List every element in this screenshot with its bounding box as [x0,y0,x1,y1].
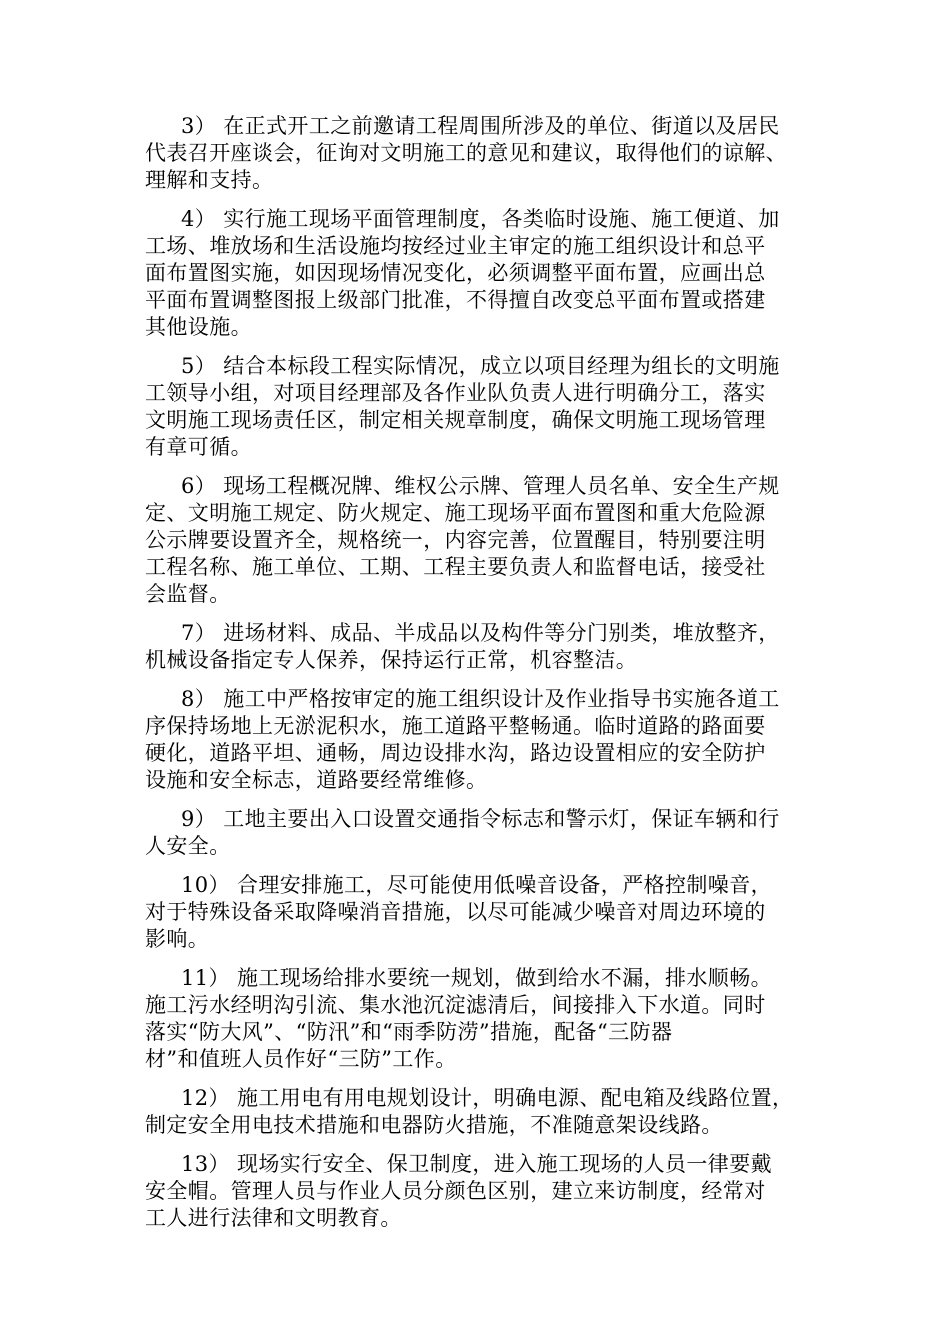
paragraph-line: 平面布置调整图报上级部门批准，不得擅自改变总平面布置或搭建 [145,288,766,312]
paragraph-line: 会监督。 [145,582,231,606]
paragraph-line: 工程名称、施工单位、工期、工程主要负责人和监督电话，接受社 [145,555,766,579]
paragraph-line: 代表召开座谈会，征询对文明施工的意见和建议，取得他们的谅解、 [145,141,787,165]
paragraph-line: 对于特殊设备采取降噪消音措施，以尽可能减少噪音对周边环境的 [145,900,766,924]
document-body [145,113,810,1244]
paragraph-line: 文明施工现场责任区，制定相关规章制度，确保文明施工现场管理 [145,408,766,432]
paragraph-line: 面布置图实施，如因现场情况变化，必须调整平面布置，应画出总 [145,261,766,285]
paragraph-line: 7） 进场材料、成品、半成品以及构件等分门别类，堆放整齐， [181,621,780,645]
paragraph-line: 3） 在正式开工之前邀请工程周围所涉及的单位、街道以及居民 [181,114,780,138]
paragraph-11 [145,965,810,1073]
paragraph-line: 公示牌要设置齐全，规格统一，内容完善，位置醒目，特别要注明 [145,528,766,552]
paragraph-line: 12） 施工用电有用电规划设计，明确电源、配电箱及线路位置， [181,1086,794,1110]
paragraph-line: 设施和安全标志，道路要经常维修。 [145,768,488,792]
paragraph-4 [145,206,810,341]
paragraph-7 [145,620,810,674]
paragraph-line: 机械设备指定专人保养，保持运行正常，机容整洁。 [145,648,638,672]
paragraph-line: 4） 实行施工现场平面管理制度，各类临时设施、施工便道、加 [181,207,780,231]
paragraph-line: 5） 结合本标段工程实际情况，成立以项目经理为组长的文明施 [181,354,780,378]
paragraph-line: 施工污水经明沟引流、集水池沉淀滤清后，间接排入下水道。同时 [145,993,766,1017]
paragraph-10 [145,872,810,953]
paragraph-line: 有章可循。 [145,435,252,459]
paragraph-line: 工场、堆放场和生活设施均按经过业主审定的施工组织设计和总平 [145,234,766,258]
paragraph-line: 影响。 [145,927,210,951]
paragraph-line: 人安全。 [145,834,231,858]
paragraph-9 [145,806,810,860]
paragraph-line: 9） 工地主要出入口设置交通指令标志和警示灯，保证车辆和行 [181,807,780,831]
paragraph-line: 材”和值班人员作好“三防”工作。 [145,1047,457,1071]
paragraph-line: 其他设施。 [145,315,252,339]
paragraph-3 [145,113,810,194]
paragraph-line: 工领导小组，对项目经理部及各作业队负责人进行明确分工，落实 [145,381,766,405]
paragraph-line: 定、文明施工规定、防火规定、施工现场平面布置图和重大危险源 [145,501,766,525]
paragraph-line: 序保持场地上无淤泥积水，施工道路平整畅通。临时道路的路面要 [145,714,766,738]
paragraph-line: 8） 施工中严格按审定的施工组织设计及作业指导书实施各道工 [181,687,780,711]
paragraph-13 [145,1151,810,1232]
paragraph-line: 13） 现场实行安全、保卫制度，进入施工现场的人员一律要戴 [181,1152,772,1176]
paragraph-line: 制定安全用电技术措施和电器防火措施，不准随意架设线路。 [145,1113,723,1137]
paragraph-8 [145,686,810,794]
paragraph-line: 10） 合理安排施工，尽可能使用低噪音设备，严格控制噪音， [181,873,772,897]
paragraph-5 [145,353,810,461]
paragraph-line: 硬化，道路平坦、通畅，周边设排水沟，路边设置相应的安全防护 [145,741,766,765]
paragraph-6 [145,473,810,608]
paragraph-line: 理解和支持。 [145,168,274,192]
paragraph-line: 11） 施工现场给排水要统一规划，做到给水不漏，排水顺畅。 [181,966,772,990]
paragraph-line: 安全帽。管理人员与作业人员分颜色区别，建立来访制度，经常对 [145,1179,766,1203]
paragraph-line: 6） 现场工程概况牌、维权公示牌、管理人员名单、安全生产规 [181,474,780,498]
paragraph-12 [145,1085,810,1139]
paragraph-line: 落实“防大风”、“防汛”和“雨季防涝”措施，配备“三防器 [145,1020,673,1044]
paragraph-line: 工人进行法律和文明教育。 [145,1206,402,1230]
